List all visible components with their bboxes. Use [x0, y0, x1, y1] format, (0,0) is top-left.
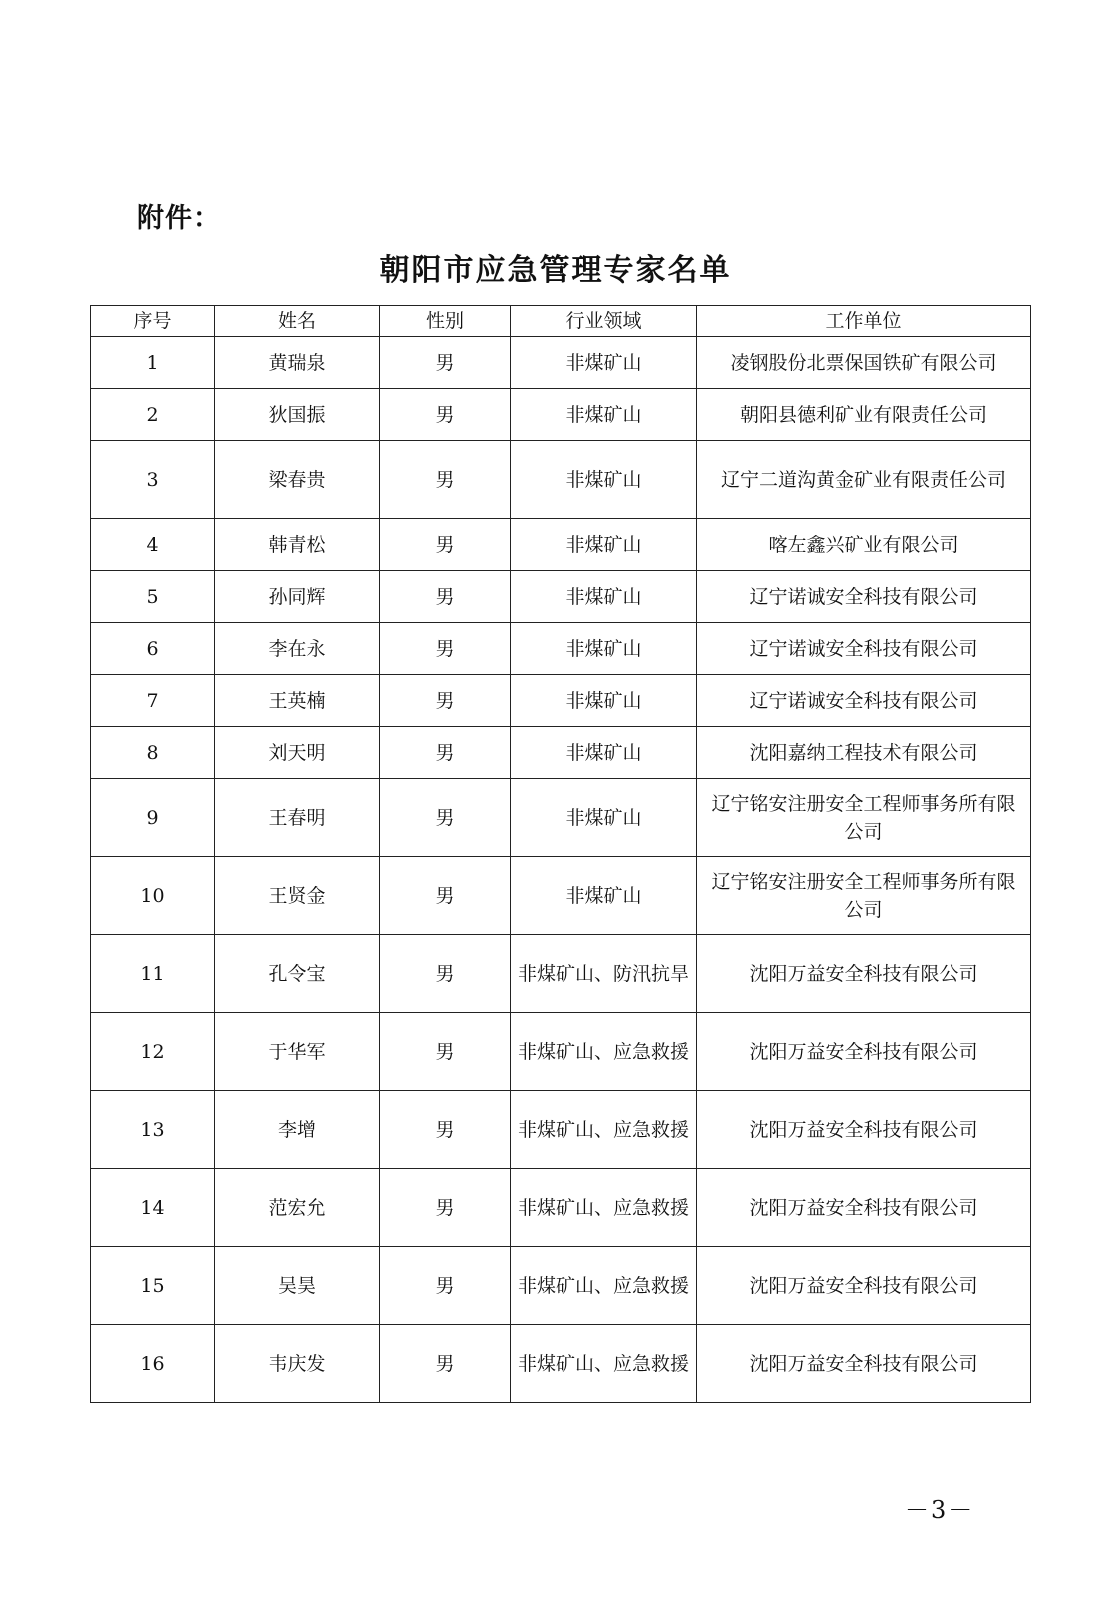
cell-gender: 男 [380, 1169, 511, 1247]
cell-name: 刘天明 [215, 727, 380, 779]
header-field: 行业领域 [511, 306, 697, 337]
cell-name: 韩青松 [215, 519, 380, 571]
header-no: 序号 [91, 306, 215, 337]
cell-field: 非煤矿山 [511, 623, 697, 675]
cell-no: 6 [91, 623, 215, 675]
cell-name: 孙同辉 [215, 571, 380, 623]
table-row [91, 1169, 1031, 1247]
cell-no: 14 [91, 1169, 215, 1247]
table-row [91, 337, 1031, 389]
table-row [91, 389, 1031, 441]
cell-field: 非煤矿山 [511, 675, 697, 727]
cell-name: 黄瑞泉 [215, 337, 380, 389]
cell-name: 李增 [215, 1091, 380, 1169]
attachment-label: 附件： [137, 203, 221, 234]
table-row [91, 779, 1031, 857]
cell-field: 非煤矿山 [511, 571, 697, 623]
table-row [91, 571, 1031, 623]
cell-org: 沈阳万益安全科技有限公司 [697, 1013, 1031, 1091]
cell-org: 辽宁诺诚安全科技有限公司 [697, 623, 1031, 675]
cell-field: 非煤矿山 [511, 779, 697, 857]
table-row [91, 1013, 1031, 1091]
header-gender: 性别 [380, 306, 511, 337]
cell-gender: 男 [380, 857, 511, 935]
cell-org: 辽宁铭安注册安全工程师事务所有限公司 [697, 857, 1031, 935]
cell-no: 12 [91, 1013, 215, 1091]
cell-no: 1 [91, 337, 215, 389]
cell-gender: 男 [380, 1325, 511, 1403]
cell-name: 王春明 [215, 779, 380, 857]
cell-gender: 男 [380, 1013, 511, 1091]
cell-name: 于华军 [215, 1013, 380, 1091]
cell-gender: 男 [380, 389, 511, 441]
cell-no: 9 [91, 779, 215, 857]
cell-no: 15 [91, 1247, 215, 1325]
cell-org: 喀左鑫兴矿业有限公司 [697, 519, 1031, 571]
cell-no: 2 [91, 389, 215, 441]
cell-no: 10 [91, 857, 215, 935]
cell-gender: 男 [380, 337, 511, 389]
cell-gender: 男 [380, 441, 511, 519]
cell-no: 4 [91, 519, 215, 571]
cell-no: 13 [91, 1091, 215, 1169]
table-row [91, 727, 1031, 779]
cell-field: 非煤矿山 [511, 519, 697, 571]
cell-field: 非煤矿山、防汛抗旱 [511, 935, 697, 1013]
table-row [91, 519, 1031, 571]
document-title: 朝阳市应急管理专家名单 [379, 253, 732, 288]
cell-org: 沈阳万益安全科技有限公司 [697, 1091, 1031, 1169]
cell-no: 11 [91, 935, 215, 1013]
cell-no: 5 [91, 571, 215, 623]
cell-org: 辽宁诺诚安全科技有限公司 [697, 571, 1031, 623]
page-number: －3－ [905, 1496, 975, 1524]
cell-org: 朝阳县德利矿业有限责任公司 [697, 389, 1031, 441]
cell-org: 沈阳万益安全科技有限公司 [697, 1169, 1031, 1247]
cell-org: 沈阳万益安全科技有限公司 [697, 935, 1031, 1013]
cell-org: 沈阳万益安全科技有限公司 [697, 1325, 1031, 1403]
cell-org: 辽宁诺诚安全科技有限公司 [697, 675, 1031, 727]
table-row [91, 935, 1031, 1013]
cell-name: 孔令宝 [215, 935, 380, 1013]
cell-no: 3 [91, 441, 215, 519]
cell-name: 吴昊 [215, 1247, 380, 1325]
cell-gender: 男 [380, 519, 511, 571]
table-row [91, 857, 1031, 935]
table-row [91, 1091, 1031, 1169]
cell-org: 辽宁二道沟黄金矿业有限责任公司 [697, 441, 1031, 519]
cell-name: 梁春贵 [215, 441, 380, 519]
header-org: 工作单位 [697, 306, 1031, 337]
table-row [91, 623, 1031, 675]
table-row [91, 441, 1031, 519]
cell-org: 辽宁铭安注册安全工程师事务所有限公司 [697, 779, 1031, 857]
cell-name: 李在永 [215, 623, 380, 675]
cell-name: 王贤金 [215, 857, 380, 935]
cell-field: 非煤矿山、应急救援 [511, 1325, 697, 1403]
cell-field: 非煤矿山 [511, 441, 697, 519]
cell-org: 凌钢股份北票保国铁矿有限公司 [697, 337, 1031, 389]
cell-org: 沈阳万益安全科技有限公司 [697, 1247, 1031, 1325]
cell-field: 非煤矿山 [511, 337, 697, 389]
cell-gender: 男 [380, 727, 511, 779]
cell-gender: 男 [380, 675, 511, 727]
cell-org: 沈阳嘉纳工程技术有限公司 [697, 727, 1031, 779]
cell-gender: 男 [380, 623, 511, 675]
cell-no: 16 [91, 1325, 215, 1403]
cell-no: 7 [91, 675, 215, 727]
cell-field: 非煤矿山 [511, 857, 697, 935]
cell-no: 8 [91, 727, 215, 779]
table-row [91, 1247, 1031, 1325]
table-row [91, 1325, 1031, 1403]
cell-field: 非煤矿山、应急救援 [511, 1169, 697, 1247]
cell-field: 非煤矿山、应急救援 [511, 1247, 697, 1325]
cell-gender: 男 [380, 1247, 511, 1325]
cell-name: 王英楠 [215, 675, 380, 727]
cell-gender: 男 [380, 1091, 511, 1169]
expert-list-table [90, 305, 1031, 1403]
header-name: 姓名 [215, 306, 380, 337]
table-row [91, 675, 1031, 727]
cell-field: 非煤矿山、应急救援 [511, 1091, 697, 1169]
cell-field: 非煤矿山 [511, 727, 697, 779]
cell-field: 非煤矿山 [511, 389, 697, 441]
cell-name: 范宏允 [215, 1169, 380, 1247]
cell-field: 非煤矿山、应急救援 [511, 1013, 697, 1091]
cell-name: 狄国振 [215, 389, 380, 441]
table-header-row [91, 306, 1031, 337]
cell-gender: 男 [380, 571, 511, 623]
cell-gender: 男 [380, 779, 511, 857]
cell-gender: 男 [380, 935, 511, 1013]
cell-name: 韦庆发 [215, 1325, 380, 1403]
